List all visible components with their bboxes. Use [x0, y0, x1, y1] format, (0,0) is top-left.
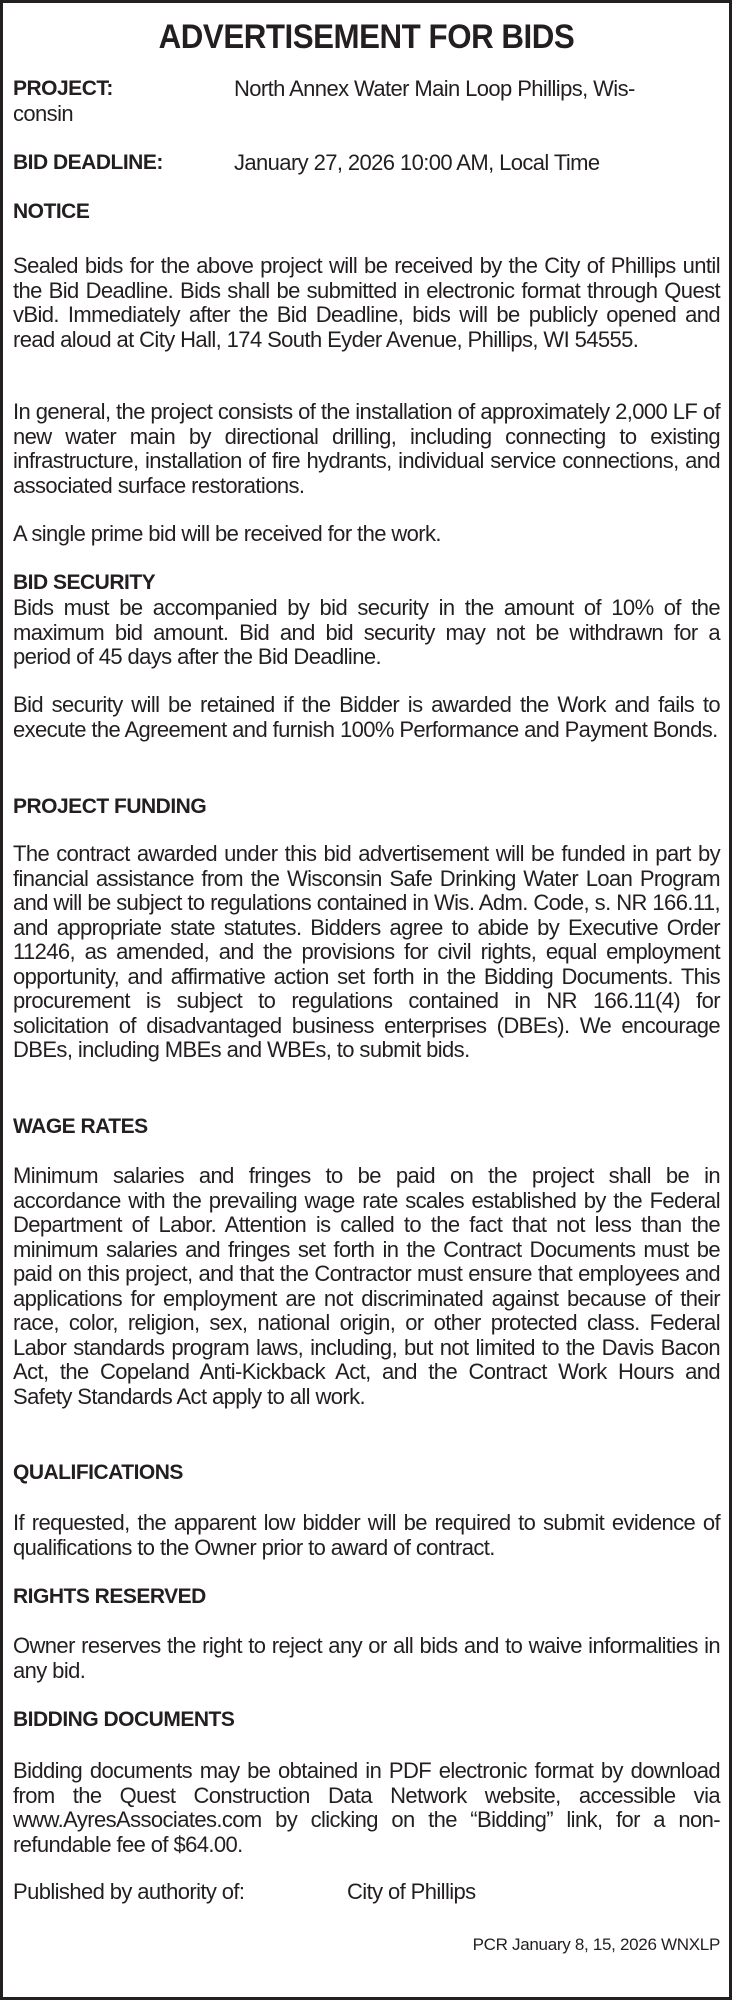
project-value: North Annex Water Main Loop Phillips, Wis- — [234, 76, 635, 101]
project-row — [13, 77, 720, 126]
rights-reserved-paragraph: Owner reserves the right to reject any or all bids and to waive informalities in any bid. — [13, 1633, 720, 1683]
qualifications-paragraph: If requested, the apparent low bidder will be required to submit evidence of qualifications to the Owner prior to award of contract. — [13, 1510, 720, 1560]
wage-rates-heading: WAGE RATES — [13, 1115, 148, 1138]
published-value: City of Phillips — [347, 1879, 476, 1904]
wage-rates-paragraph: Minimum salaries and fringes to be paid on the project shall be in accordance with the prevailing wage rate scales established by the Federal Department of Labor. Attention is called to the fact that not less than the minimum salaries and fringes set forth in the Contract Documents must be paid on this project, and that the Contractor must ensure that employees and applications for employment are not discriminated against because of their race, color, religion, sex, national origin, or other protected class. Federal Labor standards program laws, including, but not limited to the Davis Bacon Act, the Copeland Anti-Kickback Act, and the Contract Work Hours and Safety Standards Act apply to all work. — [13, 1163, 720, 1409]
project-funding-paragraph: The contract awarded under this bid advertisement will be funded in part by financial assistance from the Wisconsin Safe Drinking Water Loan Program and will be subject to regulations contained in Wis. Adm. Code, s. NR 166.11, and appropriate state statutes. Bidders agree to abide by Executive Order 11246, as amended, and the provisions for civil rights, equal employment opportunity, and affirmative action set forth in the Bidding Documents. This procurement is subject to regulations contained in NR 166.11(4) for solicitation of disadvantaged business enterprises (DBEs). We encourage DBEs, including MBEs and WBEs, to submit bids. — [13, 841, 720, 1062]
bid-security-paragraph-2: Bid security will be retained if the Bidder is awarded the Work and fails to execute the Agreement and furnish 100% Performance and Payment Bonds. — [13, 692, 720, 742]
bidding-documents-paragraph: Bidding documents may be obtained in PDF electronic format by download from the Quest Construction Data Network website, accessible via www.AyresAssociates.com by clicking on the “Bidding” link, for a non-refundable fee of $64.00. — [13, 1758, 720, 1857]
project-funding-heading: PROJECT FUNDING — [13, 795, 207, 818]
published-label: Published by authority of: — [13, 1879, 245, 1904]
notice-heading: NOTICE — [13, 200, 90, 223]
published-row — [13, 1880, 720, 1905]
project-label: PROJECT: — [13, 77, 113, 100]
bid-deadline-label: BID DEADLINE: — [13, 151, 163, 174]
bid-security-heading: BID SECURITY — [13, 571, 156, 594]
notice-paragraph-1: Sealed bids for the above project will be received by the City of Phillips until the Bid Deadline. Bids shall be submitted in electronic format through Quest vBid. Immediately after the Bid Deadline, bids will be publicly opened and read aloud at City Hall, 174 South Eyder Avenue, Phillips, WI 54555. — [13, 253, 720, 352]
bid-deadline-row — [13, 151, 720, 176]
notice-paragraph-3: A single prime bid will be received for the work. — [13, 521, 441, 546]
notice-paragraph-2: In general, the project consists of the installation of approximately 2,000 LF of new water main by directional drilling, including connecting to existing infrastructure, installation of fire hydrants, individual service connections, and associated surface restorations. — [13, 399, 720, 498]
publication-footer: PCR January 8, 15, 2026 WNXLP — [472, 1935, 720, 1954]
bid-security-paragraph-1: Bids must be accompanied by bid security in the amount of 10% of the maximum bid amount. Bid and bid security may not be withdrawn for a period of 45 days after the Bid Deadline. — [13, 595, 720, 669]
qualifications-heading: QUALIFICATIONS — [13, 1461, 183, 1484]
document-title: ADVERTISEMENT FOR BIDS — [158, 18, 575, 56]
project-value-continued: consin — [13, 100, 73, 126]
bidding-documents-heading: BIDDING DOCUMENTS — [13, 1708, 235, 1731]
bid-deadline-value: January 27, 2026 10:00 AM, Local Time — [234, 150, 600, 175]
rights-reserved-heading: RIGHTS RESERVED — [13, 1585, 206, 1608]
